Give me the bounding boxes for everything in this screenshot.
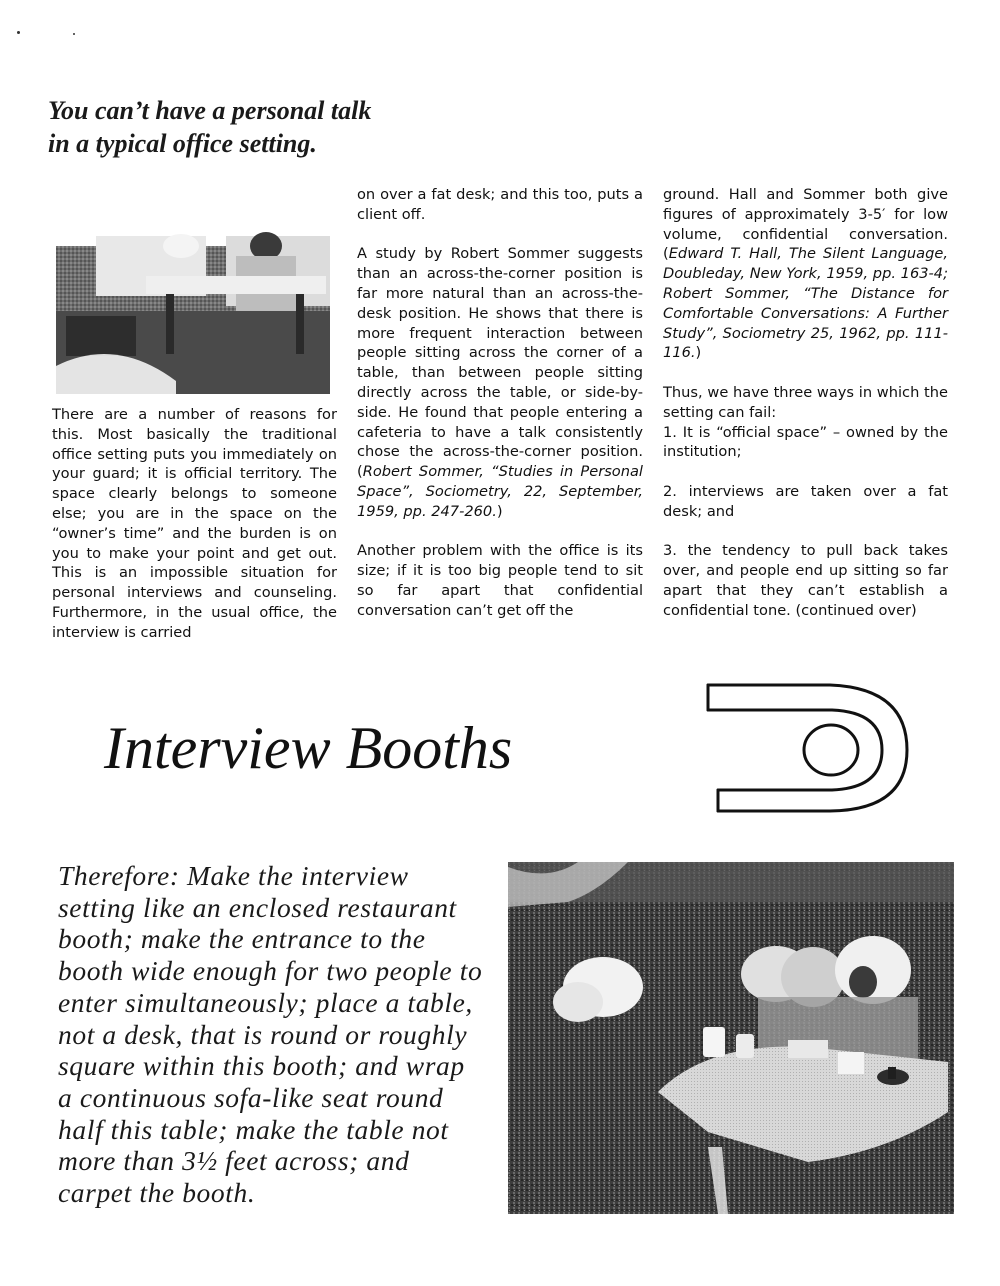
- therefore-statement: Therefore: Make the interview setting like an enclosed restaurant booth; make the entrance to the booth wide enough for two people to enter simultaneously; place a table, not a desk, that is round or roughly square within this booth; and wrap a continuous sofa-like seat round half this table; make the table not more than 3½ feet across; and carpet the booth.: [58, 860, 483, 1209]
- body-text: ): [695, 344, 702, 362]
- list-item: 2. interviews are taken over a fat desk; and: [663, 482, 948, 520]
- column-2: [357, 185, 643, 621]
- body-paragraph: There are a number of reasons for this. Most basically the traditional office setting puts you immediately on your guard; it is official territory. The space clearly belongs to someone else; you are in the space on the “owner’s time” and the burden is on you to make your point and get out. This is an impossible situation for personal interviews and counseling. Furthermore, in the usual office, the interview is carried: [52, 406, 337, 641]
- citation: Edward T. Hall, The Silent Language, Doubleday, New York, 1959, pp. 163-4; Robert Sommer, “The Distance for Comfortable Conversations: A Further Study”, Sociometry 25, 1962, pp. 111-116.: [663, 245, 948, 362]
- body-paragraph: Thus, we have three ways in which the setting can fail:: [663, 383, 948, 421]
- booth-photo: [508, 862, 954, 1214]
- body-paragraph: [663, 185, 948, 363]
- office-desk-photo-image: [56, 216, 330, 394]
- body-paragraph: Another problem with the office is its size; if it is too big people tend to sit so far apart that confidential conversation can’t get off the: [357, 542, 643, 619]
- list-item: 3. the tendency to pull back takes over, and people end up sitting so far apart that they can’t establish a confidential tone. (continued over): [663, 542, 948, 619]
- booth-photo-image: [508, 862, 954, 1214]
- body-paragraph: [357, 244, 643, 521]
- citation: Robert Sommer, “Studies in Personal Space”, Sociometry, 22, September, 1959, pp. 247-260.: [357, 463, 643, 520]
- section-title: Interview Booths: [104, 715, 513, 781]
- speck: [73, 33, 75, 35]
- headline: [48, 94, 568, 160]
- booth-plan-icon: [700, 680, 915, 815]
- speck: [17, 31, 20, 34]
- column-3: [663, 185, 948, 621]
- body-text: ): [496, 502, 503, 520]
- headline-line: You can’t have a personal talk: [48, 96, 372, 125]
- column-1: [52, 405, 337, 643]
- body-paragraph: on over a fat desk; and this too, puts a client off.: [357, 186, 643, 223]
- office-desk-photo: [56, 216, 330, 394]
- list-item: 1. It is “official space” – owned by the institution;: [663, 423, 948, 461]
- body-text: A study by Robert Sommer suggests than an across-the-corner position is far more natural than an across-the-desk position. He shows that there is more frequent interaction between people sitting across the corner of a table, than between people sitting directly across the table, or side-by-side. He found that people entering a cafeteria to have a talk consistently chose the across-the-corner position. (: [357, 245, 643, 481]
- headline-line: in a typical office setting.: [48, 129, 317, 158]
- booth-plan-diagram: [700, 680, 915, 815]
- body-text: ground. Hall and Sommer both give figures of approximately 3-5′ for low volume, confidential conversation. (: [663, 186, 948, 263]
